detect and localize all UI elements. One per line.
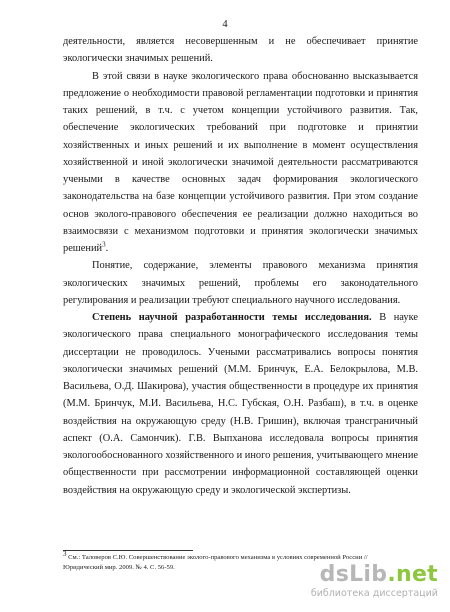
watermark-caption: библиотека диссертаций: [310, 588, 438, 599]
watermark-logo-main: dsLib: [319, 562, 388, 587]
watermark-logo-suffix: .net: [387, 562, 438, 587]
paragraph-4-text: В науке экологического права специального монографического исследования темы диссертации не проводилось. Учеными рассматривались вопросы понятия экологически значимых решений (М.М. Бринчук, Е.А. Белокрылова, М.В. Васильева, О.Д. Шакирова), участия общественности в процедуре их принятия (М.М. Бринчук, М.И. Васильева, Н.С. Губская, О.Н. Разбаш), в т.ч. в оценке воздействия на окружающую среду (Н.В. Гришин), включая трансграничный аспект (О.А. Самончик). Г.В. Выпханова исследовала вопросы принятия экологообоснованного хозяйственного и иного решения, учитывающего мнение общественности при рассмотрении информационной составляющей оценки воздействия на окружающую среду и экологической экспертизы.: [63, 312, 418, 496]
watermark-logo: [268, 562, 438, 588]
paragraph-3: Понятие, содержание, элементы правового механизма принятия экологических значимых решений, проблемы его законодательного регулирования и реализации требуют специального научного исследования.: [63, 260, 418, 306]
footnote-separator: [63, 550, 193, 551]
paragraph-1: деятельности, является несовершенным и не обеспечивает принятие экологически значимых решений.: [63, 36, 418, 65]
section-heading-inline: Степень научной разработанности темы исследования.: [92, 312, 372, 323]
footnote-text-1: См.: Таловеров С.Ю. Совершенствование эколого-правового механизма в условиях современной России //: [66, 554, 368, 561]
footnote-line-2: Юридический мир. 2009. № 4. С. 56-59.: [63, 564, 175, 571]
footnote-ref-3: 3: [102, 240, 106, 249]
paragraph-2-text: В этой связи в науке экологического права обоснованно высказывается предложение о необходимости правовой регламентации подготовки и принятия таких решений, в т.ч. с учетом концепции устойчивого развития. Так, обеспечение экологических требований при подготовке и принятии хозяйственных и иных решений и их выполнение в момент осуществления хозяйственной и иной экологически значимой деятельности рассматриваются учеными в качестве основных задач формирования экологического законодательства на базе концепции устойчивого развития. При этом создание основ эколого-правового обеспечения ее реализации должно находиться во взаимосвязи с механизмом подготовки и принятия экологически значимых решений: [63, 70, 418, 254]
footnote-marker: 3: [63, 549, 67, 558]
document-body: [63, 33, 418, 499]
paragraph-4: [63, 309, 418, 499]
paragraph-2: [63, 68, 418, 258]
paragraph-2-end: .: [105, 243, 109, 254]
page-number: 4: [222, 19, 228, 30]
dslib-watermark: [268, 562, 438, 606]
